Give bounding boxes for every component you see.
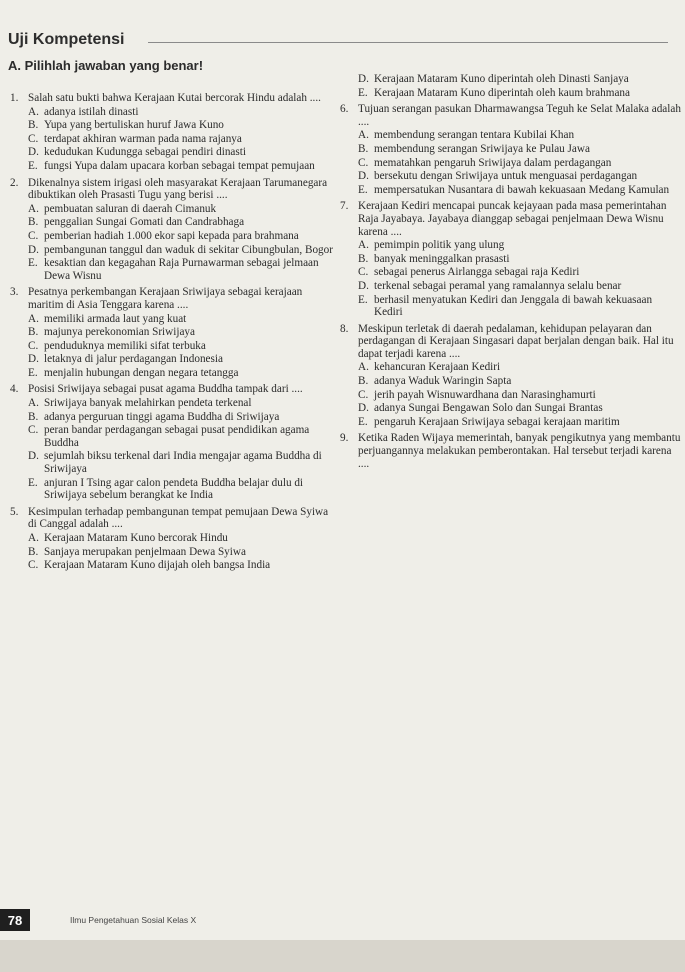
option-text: kedudukan Kudungga sebagai pendiri dinasti <box>44 146 246 159</box>
page-footer <box>0 905 685 935</box>
option-letter: C. <box>28 229 39 242</box>
option-text: terdapat akhiran warman pada nama rajanya <box>44 132 242 145</box>
question-item <box>10 383 335 501</box>
answer-option <box>28 230 335 243</box>
answer-option <box>28 146 335 159</box>
answer-option <box>358 253 682 266</box>
question-stem: Ketika Raden Wijaya memerintah, banyak pengikutnya yang membantu perjuangannya melakukan pemberontakan. Hal tersebut terjadi karena .... <box>358 432 681 470</box>
question-number: 8. <box>340 322 349 335</box>
option-letter: E. <box>358 183 368 196</box>
question-number: 2. <box>10 176 19 189</box>
option-text: penggalian Sungai Gomati dan Candrabhaga <box>44 216 245 229</box>
answer-option <box>358 361 682 374</box>
option-text: pengaruh Kerajaan Sriwijaya sebagai kerajaan maritim <box>374 415 620 428</box>
question-item <box>10 286 335 379</box>
option-text: berhasil menyatukan Kediri dan Jenggala di bawah kekuasaan Kediri <box>374 293 653 319</box>
option-letter: E. <box>358 293 368 306</box>
option-letter: C. <box>28 424 39 437</box>
option-letter: A. <box>28 397 39 410</box>
question-stem: Meskipun terletak di daerah pedalaman, kehidupan pelayaran dan perdagangan di Kerajaan Singasari dapat berjalan dengan baik. Hal itu dapat terjadi karena .... <box>358 322 674 360</box>
option-letter: E. <box>358 86 368 99</box>
option-text: pemimpin politik yang ulung <box>374 239 505 252</box>
answer-option <box>28 257 335 282</box>
answer-option <box>28 160 335 173</box>
option-text: adanya istilah dinasti <box>44 105 139 118</box>
option-text: jerih payah Wisnuwardhana dan Narasinghamurti <box>374 388 596 401</box>
option-text: adanya Sungai Bengawan Solo dan Sungai Brantas <box>374 402 603 415</box>
answer-option <box>358 87 682 100</box>
question-item <box>340 432 682 470</box>
option-text: anjuran I Tsing agar calon pendeta Buddha belajar dulu di Sriwijaya sebelum berangkat ke India <box>44 476 304 502</box>
answer-option <box>28 532 335 545</box>
option-text: sejumlah biksu terkenal dari India mengajar agama Buddha di Sriwijaya <box>44 450 322 476</box>
option-text: penduduknya memiliki sifat terbuka <box>44 339 206 352</box>
question-stem: Posisi Sriwijaya sebagai pusat agama Buddha tampak dari .... <box>28 383 303 396</box>
answer-option <box>28 244 335 257</box>
answer-option <box>28 546 335 559</box>
answer-option <box>358 129 682 142</box>
option-text: Kerajaan Mataram Kuno dijajah oleh bangsa India <box>44 559 271 572</box>
option-text: pembangunan tanggul dan waduk di sekitar Cibungbulan, Bogor <box>44 243 333 256</box>
option-text: Yupa yang bertuliskan huruf Jawa Kuno <box>44 119 224 132</box>
question-number: 4. <box>10 383 19 396</box>
question-stem: Kesimpulan terhadap pembangunan tempat pemujaan Dewa Syiwa di Canggal adalah .... <box>28 505 329 531</box>
page-title: Uji Kompetensi <box>8 31 125 48</box>
option-letter: A. <box>358 129 369 142</box>
option-letter: E. <box>28 257 38 270</box>
question-item <box>340 323 682 429</box>
option-letter: E. <box>28 366 38 379</box>
question-number: 6. <box>340 103 349 116</box>
answer-option <box>358 389 682 402</box>
question-item <box>10 506 335 572</box>
answer-option <box>28 326 335 339</box>
option-letter: A. <box>358 239 369 252</box>
answer-option <box>28 450 335 475</box>
question-item <box>10 177 335 283</box>
answer-option <box>28 353 335 366</box>
section-heading: A. Pilihlah jawaban yang benar! <box>8 58 204 73</box>
question-number: 5. <box>10 505 19 518</box>
answer-option <box>358 143 682 156</box>
question-number: 3. <box>10 286 19 299</box>
option-letter: D. <box>358 73 369 85</box>
option-text: banyak meninggalkan prasasti <box>374 252 510 265</box>
option-letter: A. <box>28 202 39 215</box>
option-letter: B. <box>358 375 369 388</box>
option-letter: C. <box>358 156 369 169</box>
question-item <box>340 103 682 196</box>
question-stem: Dikenalnya sistem irigasi oleh masyarakat Kerajaan Tarumanegara dibuktikan oleh Prasasti Tugu yang berisi .... <box>28 176 328 202</box>
option-text: adanya perguruan tinggi agama Buddha di Sriwijaya <box>44 410 280 423</box>
option-text: pembuatan saluran di daerah Cimanuk <box>44 202 217 215</box>
answer-option <box>28 119 335 132</box>
answer-option <box>358 294 682 319</box>
left-column <box>10 92 335 576</box>
option-text: menjalin hubungan dengan negara tetangga <box>44 366 239 379</box>
option-letter: A. <box>28 312 39 325</box>
option-letter: D. <box>358 279 369 292</box>
option-letter: B. <box>28 545 39 558</box>
question-stem: Tujuan serangan pasukan Dharmawangsa Teguh ke Selat Malaka adalah .... <box>358 103 681 128</box>
answer-option <box>28 477 335 502</box>
option-text: majunya perekonomian Sriwijaya <box>44 326 195 339</box>
answer-option <box>358 184 682 197</box>
question-number <box>340 72 358 99</box>
table-surface <box>0 940 685 972</box>
option-text: terkenal sebagai peramal yang ramalannya selalu benar <box>374 279 622 292</box>
answer-option <box>358 73 682 86</box>
answer-option <box>28 397 335 410</box>
answer-option <box>28 216 335 229</box>
book-title: Ilmu Pengetahuan Sosial Kelas X <box>70 915 197 925</box>
option-text: mempersatukan Nusantara di bawah kekuasaan Medang Kamulan <box>374 183 670 196</box>
option-text: membendung serangan tentara Kubilai Khan <box>374 129 575 142</box>
question-item <box>340 72 682 99</box>
option-text: adanya Waduk Waringin Sapta <box>374 375 512 388</box>
option-text: fungsi Yupa dalam upacara korban sebagai tempat pemujaan <box>44 159 315 172</box>
option-text: Kerajaan Mataram Kuno bercorak Hindu <box>44 532 228 544</box>
question-stem: Kerajaan Kediri mencapai puncak kejayaan pada masa pemerintahan Raja Jayabaya. Jayabaya dianggap sebagai penjelmaan Dewa Wisnu karena .... <box>358 200 667 238</box>
option-text: Kerajaan Mataram Kuno diperintah oleh Dinasti Sanjaya <box>374 73 629 85</box>
answer-option <box>28 559 335 572</box>
option-letter: D. <box>358 402 369 415</box>
option-letter: D. <box>28 243 39 256</box>
answer-option <box>28 313 335 326</box>
answer-option <box>28 411 335 424</box>
answer-option <box>358 402 682 415</box>
question-item <box>340 200 682 318</box>
option-letter: B. <box>28 326 39 339</box>
option-text: Kerajaan Mataram Kuno diperintah oleh kaum brahmana <box>374 86 630 99</box>
option-letter: C. <box>28 339 39 352</box>
option-text: pemberian hadiah 1.000 ekor sapi kepada para brahmana <box>44 229 299 242</box>
option-letter: E. <box>28 159 38 172</box>
option-letter: D. <box>28 353 39 366</box>
option-text: sebagai penerus Airlangga sebagai raja Kediri <box>374 266 580 279</box>
answer-option <box>358 239 682 252</box>
option-text: letaknya di jalur perdagangan Indonesia <box>44 353 223 366</box>
answer-option <box>358 280 682 293</box>
option-letter: B. <box>358 142 369 155</box>
option-letter: A. <box>358 361 369 374</box>
option-text: bersekutu dengan Sriwijaya untuk menguasai perdagangan <box>374 170 638 183</box>
option-text: Sanjaya merupakan penjelmaan Dewa Syiwa <box>44 545 246 558</box>
option-text: membendung serangan Sriwijaya ke Pulau Jawa <box>374 142 590 155</box>
answer-option <box>28 133 335 146</box>
answer-option <box>358 157 682 170</box>
answer-option <box>28 106 335 119</box>
question-item <box>10 92 335 173</box>
option-letter: C. <box>28 559 39 572</box>
question-stem: Pesatnya perkembangan Kerajaan Sriwijaya sebagai kerajaan maritim di Asia Tenggara karena .... <box>28 286 303 311</box>
option-text: kehancuran Kerajaan Kediri <box>374 361 501 374</box>
option-letter: A. <box>28 105 39 118</box>
question-number: 9. <box>340 432 349 445</box>
question-number: 7. <box>340 200 349 213</box>
answer-option <box>28 203 335 216</box>
option-letter: B. <box>28 119 39 132</box>
option-text: kesaktian dan kegagahan Raja Purnawarman sebagai jelmaan Dewa Wisnu <box>44 257 319 282</box>
answer-option <box>358 375 682 388</box>
option-text: Sriwijaya banyak melahirkan pendeta terkenal <box>44 397 252 410</box>
answer-option <box>28 367 335 380</box>
option-letter: B. <box>358 252 369 265</box>
option-text: peran bandar perdagangan sebagai pusat pendidikan agama Buddha <box>44 424 310 449</box>
answer-option <box>358 170 682 183</box>
question-stem: Salah satu bukti bahwa Kerajaan Kutai bercorak Hindu adalah .... <box>28 92 321 104</box>
option-letter: B. <box>28 410 39 423</box>
option-letter: C. <box>358 388 369 401</box>
option-letter: C. <box>28 132 39 145</box>
option-letter: B. <box>28 216 39 229</box>
option-letter: C. <box>358 266 369 279</box>
right-column <box>340 72 682 474</box>
option-letter: D. <box>358 170 369 183</box>
option-text: memiliki armada laut yang kuat <box>44 312 187 325</box>
answer-option <box>28 424 335 449</box>
option-letter: D. <box>28 146 39 159</box>
option-letter: E. <box>358 415 368 428</box>
option-letter: D. <box>28 450 39 463</box>
answer-option <box>358 416 682 429</box>
answer-option <box>28 340 335 353</box>
answer-option <box>358 266 682 279</box>
option-text: mematahkan pengaruh Sriwijaya dalam perdagangan <box>374 156 612 169</box>
option-letter: A. <box>28 532 39 544</box>
question-number: 1. <box>10 92 19 104</box>
title-divider <box>148 42 668 43</box>
option-letter: E. <box>28 476 38 489</box>
page-number: 78 <box>0 909 30 931</box>
